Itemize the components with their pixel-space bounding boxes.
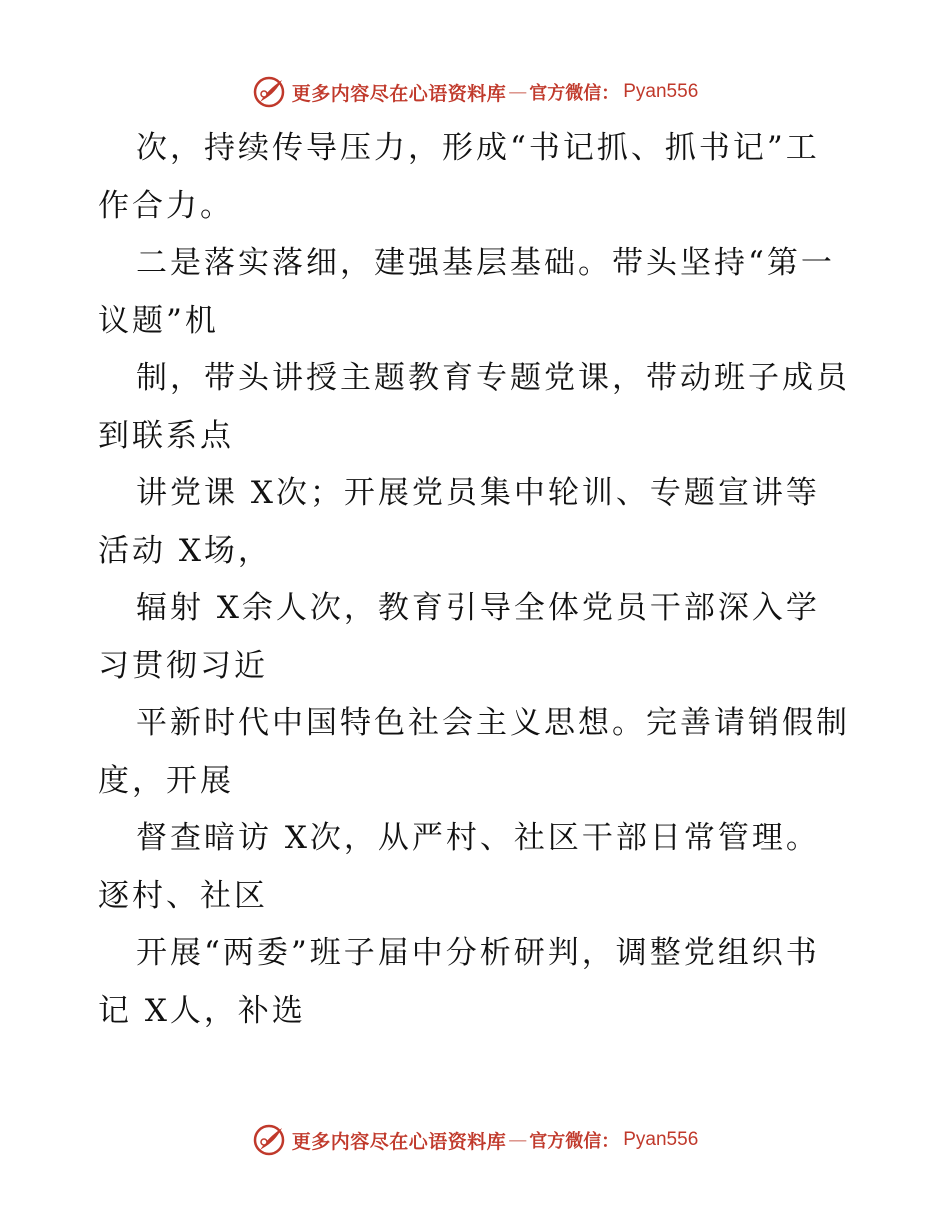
text-line: 习贯彻习近 [98,647,268,684]
watermark-dash: — [508,1129,528,1151]
text-line: 制，带头讲授主题教育专题党课，带动班子成员 [136,360,850,396]
document-body [98,120,858,1040]
feather-pen-circle-icon [252,1123,286,1157]
text-line: 活动 X场， [98,532,272,569]
watermark-text: 更多内容尽在心语资料库 [291,82,507,105]
header-watermark [0,72,950,112]
watermark-wechat-id: Pyan556 [623,81,699,102]
footer-watermark [0,1120,950,1160]
text-line: 到联系点 [98,417,234,454]
text-line: 次，持续传导压力，形成“书记抓、抓书记”工 [136,130,820,166]
feather-pen-circle-icon [252,75,286,109]
text-line: 平新时代中国特色社会主义思想。完善请销假制 [136,705,850,741]
watermark-wechat-id: Pyan556 [623,1129,699,1150]
text-line: 开展“两委”班子届中分析研判，调整党组织书 [136,935,820,971]
text-line: 督查暗访 X次，从严村、社区干部日常管理。 [136,820,820,856]
text-line: 记 X人，补选 [98,992,306,1029]
watermark-dash: — [508,81,528,103]
watermark-official-label: 官方微信： [529,83,620,104]
text-line: 度，开展 [98,762,234,799]
watermark-text: 更多内容尽在心语资料库 [291,1130,507,1153]
text-line: 逐村、社区 [98,877,268,914]
text-line: 辐射 X余人次，教育引导全体党员干部深入学 [136,590,820,626]
text-line: 讲党课 X次；开展党员集中轮训、专题宣讲等 [136,475,820,511]
text-line: 议题”机 [98,302,219,339]
watermark-official-label: 官方微信： [529,1131,620,1152]
text-line: 二是落实落细，建强基层基础。带头坚持“第一 [136,245,835,281]
text-line: 作合力。 [98,187,234,224]
